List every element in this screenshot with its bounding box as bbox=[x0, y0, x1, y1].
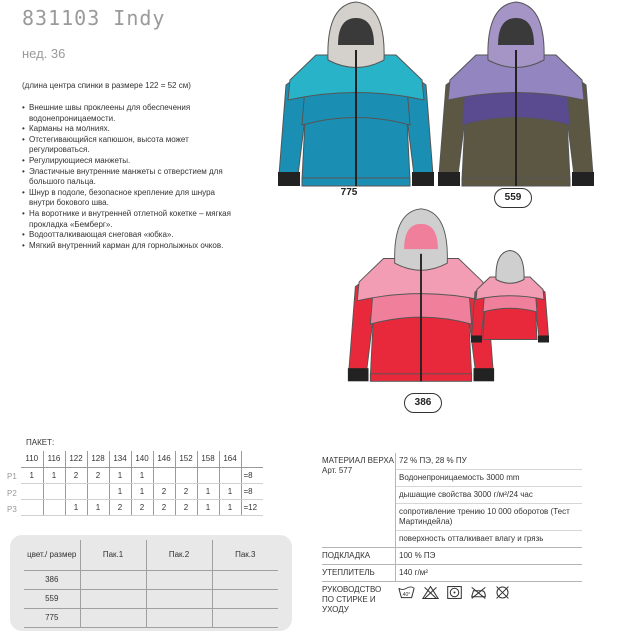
pack-color-table bbox=[24, 540, 278, 628]
qty-cell bbox=[197, 467, 219, 483]
spec-label: УТЕПЛИТЕЛЬ bbox=[322, 568, 375, 577]
feature-item: • Регулирующиеся манжеты. bbox=[22, 156, 234, 167]
packet-row bbox=[21, 483, 263, 499]
qty-cell: 2 bbox=[131, 499, 153, 515]
qty-cell bbox=[87, 483, 109, 499]
qty-cell bbox=[21, 499, 43, 515]
size-cell: 140 bbox=[131, 451, 153, 467]
qty-cell: 1 bbox=[131, 483, 153, 499]
cuff-left bbox=[278, 172, 300, 186]
spec-label: РУКОВОДСТВО ПО СТИРКЕ И УХОДУ bbox=[322, 585, 382, 614]
pack-header: Пак.1 bbox=[80, 540, 146, 570]
spec-article: Арт. 577 bbox=[322, 466, 353, 475]
qty-cell bbox=[153, 467, 175, 483]
qty-cell: 2 bbox=[65, 467, 87, 483]
qty-cell bbox=[175, 467, 197, 483]
pack-cell bbox=[212, 608, 278, 627]
qty-cell: 2 bbox=[175, 499, 197, 515]
svg-text:40°: 40° bbox=[402, 591, 411, 598]
feature-item: • Эластичные внутренние манжеты с отверстием для большого пальца. bbox=[22, 167, 234, 188]
spec-value: поверхность отталкивает влагу и грязь bbox=[399, 534, 544, 543]
spec-label: МАТЕРИАЛ ВЕРХА bbox=[322, 456, 394, 465]
pack-cell bbox=[212, 570, 278, 589]
jacket-386-back-illustration bbox=[470, 240, 550, 354]
pack-color-code: 386 bbox=[24, 570, 80, 589]
size-cell: 116 bbox=[43, 451, 65, 467]
pack-color-code: 775 bbox=[24, 608, 80, 627]
size-cell: 128 bbox=[87, 451, 109, 467]
cuff-left bbox=[348, 368, 369, 381]
feature-item: • Шнур в подоле, безопасное крепление для шнура внутри бокового шва. bbox=[22, 188, 234, 209]
spec-value: дышащие свойства 3000 г/м²/24 час bbox=[396, 487, 582, 504]
color-code-559: 559 bbox=[494, 188, 532, 208]
delivery-week: нед. 36 bbox=[22, 46, 66, 61]
qty-cell: 1 bbox=[109, 483, 131, 499]
pack-cell bbox=[80, 570, 146, 589]
qty-cell: 1 bbox=[197, 483, 219, 499]
back-length-note: (длина центра спинки в размере 122 = 52 см) bbox=[22, 81, 191, 90]
no-bleach-icon bbox=[422, 585, 439, 600]
qty-cell: 2 bbox=[109, 499, 131, 515]
tumble-dry-icon bbox=[446, 585, 463, 600]
feature-item: • Водоотталкивающая снеговая «юбка». bbox=[22, 230, 234, 241]
size-cell: 146 bbox=[153, 451, 175, 467]
pack-cell bbox=[146, 589, 212, 608]
qty-cell: 2 bbox=[153, 483, 175, 499]
product-title: 831103 Indy bbox=[22, 6, 166, 30]
spec-value: Водонепроницаемость 3000 mm bbox=[396, 470, 582, 487]
qty-cell: 1 bbox=[43, 467, 65, 483]
packet-title: ПАКЕТ: bbox=[26, 438, 55, 447]
feature-item: • Внешние швы проклеены для обеспечения водонепроницаемости. bbox=[22, 103, 234, 124]
row-total: =12 bbox=[241, 499, 263, 515]
pack-row bbox=[24, 570, 278, 589]
pack-row bbox=[24, 608, 278, 627]
pack-header: Пак.2 bbox=[146, 540, 212, 570]
packet-row bbox=[21, 467, 263, 483]
packet-size-grid bbox=[21, 451, 263, 516]
cuff-right bbox=[572, 172, 594, 186]
size-cell: 134 bbox=[109, 451, 131, 467]
qty-cell: 1 bbox=[131, 467, 153, 483]
jacket-775-illustration bbox=[276, 0, 436, 190]
qty-cell bbox=[43, 499, 65, 515]
qty-cell: 1 bbox=[109, 467, 131, 483]
qty-cell: 1 bbox=[197, 499, 219, 515]
qty-cell: 1 bbox=[65, 499, 87, 515]
feature-item: • Карманы на молниях. bbox=[22, 124, 234, 135]
qty-cell bbox=[21, 483, 43, 499]
color-size-header: цвет./ размер bbox=[24, 540, 80, 570]
spec-outer-material bbox=[322, 453, 582, 548]
qty-cell: 1 bbox=[87, 499, 109, 515]
cuff-left bbox=[471, 336, 482, 343]
spec-insulation bbox=[322, 565, 582, 582]
pack-color-code: 559 bbox=[24, 589, 80, 608]
qty-cell bbox=[65, 483, 87, 499]
feature-item: • Отстегивающийся капюшон, высота может регулироваться. bbox=[22, 135, 234, 156]
spec-value: 140 г/м² bbox=[399, 568, 428, 577]
size-cell: 164 bbox=[219, 451, 241, 467]
size-cell: 158 bbox=[197, 451, 219, 467]
size-cell: 152 bbox=[175, 451, 197, 467]
jacket-hood bbox=[496, 251, 524, 284]
qty-cell: 1 bbox=[219, 499, 241, 515]
spec-value: 100 % ПЭ bbox=[399, 551, 436, 560]
color-code-386: 386 bbox=[404, 393, 442, 413]
feature-item: • Мягкий внутренний карман для горнолыжных очков. bbox=[22, 241, 234, 252]
no-iron-icon bbox=[470, 585, 487, 600]
spec-care bbox=[322, 582, 582, 618]
spec-value: 72 % ПЭ, 28 % ПУ bbox=[396, 453, 582, 470]
pack-header: Пак.3 bbox=[212, 540, 278, 570]
pack-row bbox=[24, 589, 278, 608]
cuff-right bbox=[412, 172, 434, 186]
cuff-left bbox=[438, 172, 460, 186]
qty-cell: 2 bbox=[87, 467, 109, 483]
cuff-right bbox=[538, 336, 549, 343]
packet-row-label: P2 bbox=[7, 489, 17, 498]
size-header-row bbox=[21, 451, 263, 467]
jacket-559-illustration bbox=[436, 0, 596, 190]
row-total: =8 bbox=[241, 483, 263, 499]
qty-cell bbox=[219, 467, 241, 483]
material-specs bbox=[322, 453, 582, 618]
spec-lining bbox=[322, 548, 582, 565]
pack-cell bbox=[80, 608, 146, 627]
spec-label: ПОДКЛАДКА bbox=[322, 551, 371, 560]
qty-cell: 2 bbox=[153, 499, 175, 515]
packet-row bbox=[21, 499, 263, 515]
no-dryclean-icon bbox=[494, 585, 511, 600]
cuff-right bbox=[474, 368, 495, 381]
feature-list bbox=[22, 103, 234, 251]
packet-row-label: P3 bbox=[7, 505, 17, 514]
qty-cell: 1 bbox=[219, 483, 241, 499]
color-code-775: 775 bbox=[340, 187, 358, 198]
qty-cell bbox=[43, 483, 65, 499]
qty-cell: 2 bbox=[175, 483, 197, 499]
qty-cell: 1 bbox=[21, 467, 43, 483]
pack-cell bbox=[146, 570, 212, 589]
pack-cell bbox=[146, 608, 212, 627]
feature-item: • На воротнике и внутренней отлетной кокетке – мягкая прокладка «Бемберг». bbox=[22, 209, 234, 230]
pack-header-row bbox=[24, 540, 278, 570]
wash-40-icon bbox=[398, 585, 415, 600]
row-total: =8 bbox=[241, 467, 263, 483]
size-cell: 110 bbox=[21, 451, 43, 467]
packet-row-label: P1 bbox=[7, 472, 17, 481]
spec-value: сопротивление трению 10 000 оборотов (Тест Мартиндейла) bbox=[396, 504, 582, 531]
size-cell: 122 bbox=[65, 451, 87, 467]
pack-cell bbox=[80, 589, 146, 608]
pack-cell bbox=[212, 589, 278, 608]
